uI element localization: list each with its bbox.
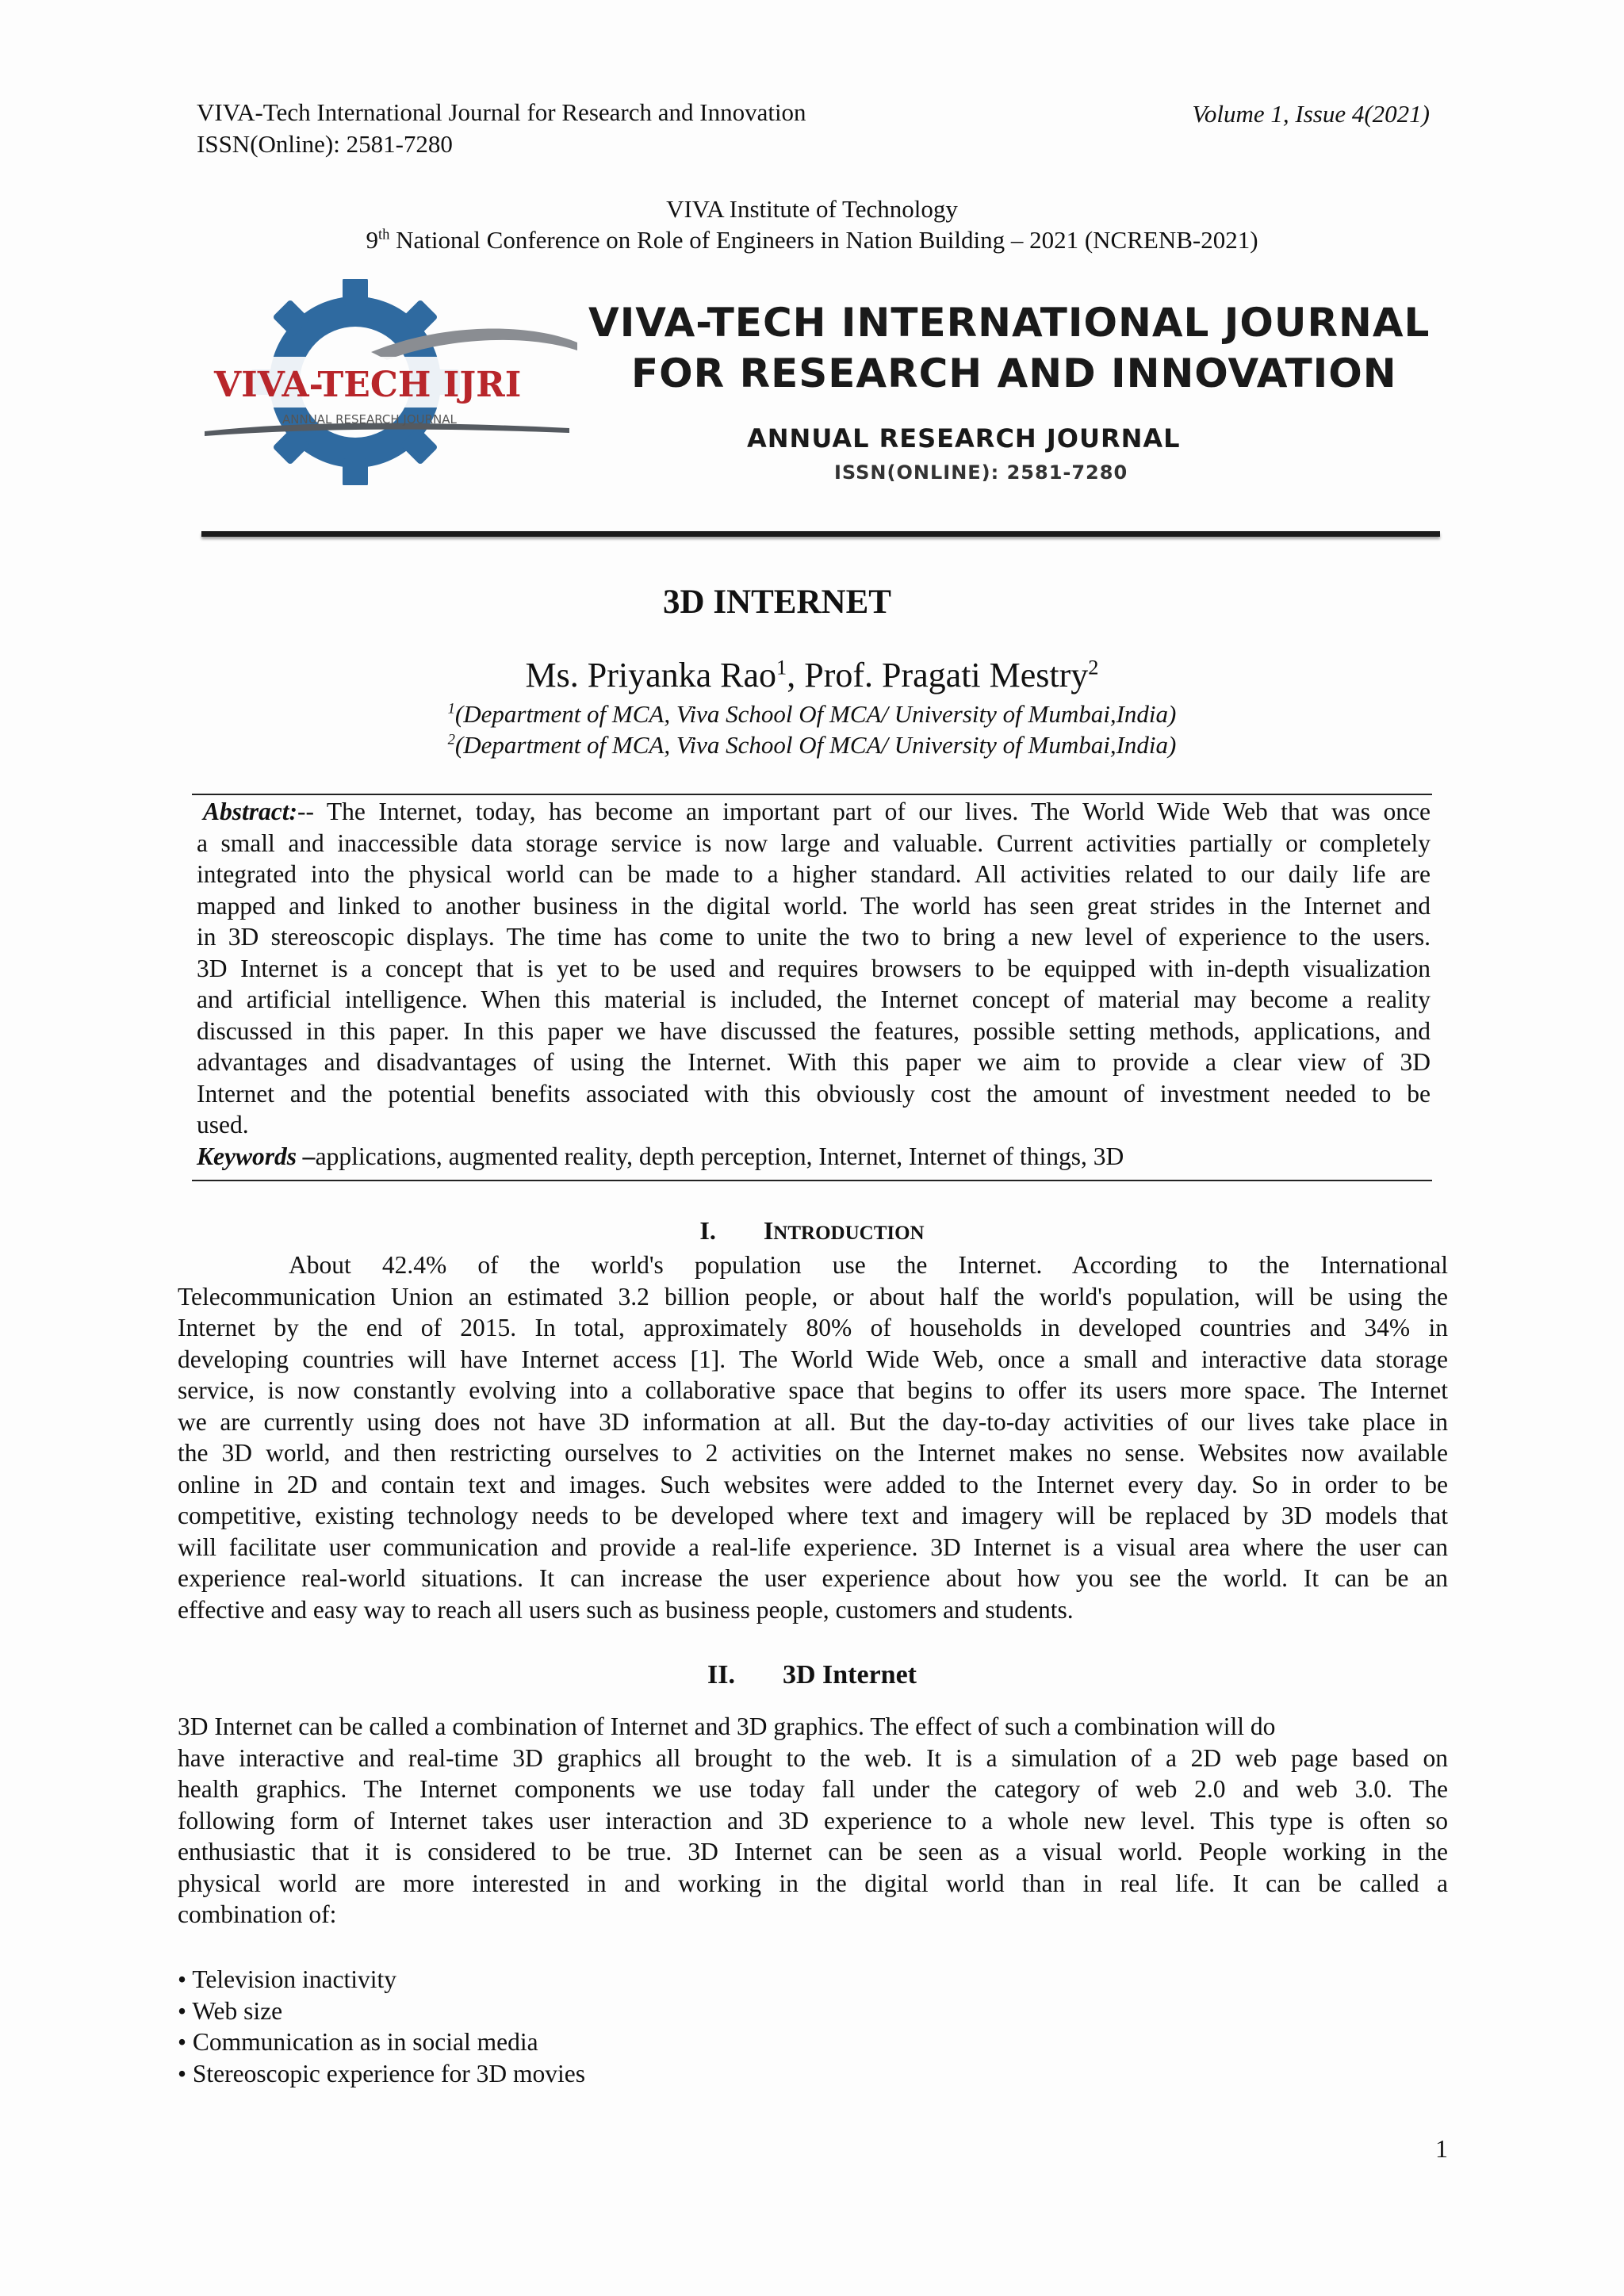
section-1-line: online in 2D and contain text and images. Such websites were added to the Internet every day. So in order to be bbox=[178, 1470, 1448, 1498]
section-1-line: About 42.4% of the world's population use the Internet. According to the International bbox=[289, 1251, 1448, 1279]
banner-issn: ISSN(ONLINE): 2581-7280 bbox=[834, 461, 1128, 484]
abstract-line: 3D Internet is a concept that is yet to be used and requires browsers to be equipped with in-depth visualization bbox=[197, 954, 1431, 982]
abstract-line bbox=[197, 796, 1431, 828]
section-1-title-rest: NTRODUCTION bbox=[773, 1223, 925, 1244]
abstract bbox=[197, 796, 1431, 1172]
section-2-body bbox=[178, 1711, 1448, 1931]
abstract-line: discussed in this paper. In this paper we have discussed the features, possible setting methods, applications, and bbox=[197, 1016, 1431, 1045]
author-1: Ms. Priyanka Rao bbox=[525, 656, 777, 695]
section-1-line: effective and easy way to reach all users such as business people, customers and students. bbox=[178, 1595, 1074, 1624]
banner-subtitle: ANNUAL RESEARCH JOURNAL bbox=[747, 423, 1181, 453]
abstract-line: Internet and the potential benefits associated with this obviously cost the amount of investment needed to be bbox=[197, 1079, 1431, 1108]
issn-line: ISSN(Online): 2581-7280 bbox=[197, 130, 453, 158]
page-number: 1 bbox=[1435, 2134, 1448, 2163]
affiliation-2 bbox=[0, 731, 1624, 760]
keywords-label: Keywords – bbox=[197, 1142, 316, 1170]
section-2-line: enthusiastic that it is considered to be true. 3D Internet can be seen as a visual world. People working in the bbox=[178, 1838, 1448, 1866]
affiliation-1-text: (Department of MCA, Viva School Of MCA/ University of Mumbai,India) bbox=[454, 700, 1177, 728]
abstract-top-rule bbox=[192, 794, 1432, 795]
section-2-line: following form of Internet takes user interaction and 3D experience to a whole new level. This type is often so bbox=[178, 1806, 1448, 1835]
section-1-heading bbox=[0, 1216, 1624, 1246]
section-1-line: experience real-world situations. It can increase the user experience about how you see the world. It can be an bbox=[178, 1564, 1448, 1592]
abstract-bottom-rule bbox=[192, 1180, 1432, 1181]
author-2: Prof. Pragati Mestry bbox=[804, 656, 1089, 695]
section-1-numeral: I. bbox=[699, 1216, 716, 1245]
journal-logo-emblem bbox=[197, 279, 593, 485]
abstract-line: advantages and disadvantages of using the Internet. With this paper we aim to provide a clear view of 3D bbox=[197, 1048, 1431, 1076]
abstract-line-text: -- The Internet, today, has become an important part of our lives. The World Wide Web that was once bbox=[297, 798, 1431, 825]
journal-banner bbox=[197, 279, 1442, 541]
abstract-line: mapped and linked to another business in the digital world. The world has seen great strides in the Internet and bbox=[197, 891, 1431, 920]
combination-list bbox=[178, 1964, 1448, 2089]
conference-ordinal-suffix: th bbox=[377, 226, 390, 243]
abstract-label: Abstract: bbox=[203, 798, 298, 825]
list-item: • Web size bbox=[178, 1996, 283, 2025]
banner-title-line2: FOR RESEARCH AND INNOVATION bbox=[631, 350, 1397, 396]
section-1-line: will facilitate user communication and provide a real-life experience. 3D Internet is a visual area where the user can bbox=[178, 1533, 1448, 1561]
section-1-title-initial: I bbox=[763, 1216, 774, 1245]
section-1-line: service, is now constantly evolving into a collaborative space that begins to offer its users more space. The Internet bbox=[178, 1376, 1448, 1404]
section-2-title: 3D Internet bbox=[782, 1660, 917, 1689]
section-1-line: we are currently using does not have 3D information at all. But the day-to-day activities of our lives take place in bbox=[178, 1407, 1448, 1436]
section-1-body bbox=[178, 1249, 1448, 1625]
section-2-line: 3D Internet can be called a combination of Internet and 3D graphics. The effect of such a combination will do bbox=[178, 1712, 1276, 1740]
journal-name: VIVA-Tech International Journal for Research and Innovation bbox=[197, 98, 806, 126]
conference-name bbox=[0, 224, 1624, 256]
abstract-line: used. bbox=[197, 1111, 249, 1138]
section-2-line: health graphics. The Internet components we use today fall under the category of web 2.0 and web 3.0. The bbox=[178, 1775, 1448, 1803]
affiliation-2-mark: 2 bbox=[447, 731, 455, 748]
badge-text: VIVA-TECH IJRI bbox=[214, 365, 522, 405]
author-line bbox=[0, 655, 1624, 695]
section-1-line: developing countries will have Internet access [1]. The World Wide Web, once a small and interactive data storage bbox=[178, 1345, 1448, 1373]
section-1-line: Internet by the end of 2015. In total, approximately 80% of households in developed countries and 34% in bbox=[178, 1314, 1448, 1341]
volume-issue: Volume 1, Issue 4(2021) bbox=[1192, 100, 1430, 128]
abstract-line: in 3D stereoscopic displays. The time has come to unite the two to bring a new level of experience to the users. bbox=[197, 923, 1431, 951]
keywords-text: applications, augmented reality, depth perception, Internet, Internet of things, 3D bbox=[315, 1142, 1124, 1170]
abstract-line: a small and inaccessible data storage service is now large and valuable. Current activities partially or completely bbox=[197, 828, 1431, 857]
list-item: • Television inactivity bbox=[178, 1965, 396, 1993]
author-2-affil-mark: 2 bbox=[1088, 655, 1099, 679]
conference-title: National Conference on Role of Engineers in Nation Building – 2021 (NCRENB-2021) bbox=[389, 226, 1258, 254]
section-2-line: combination of: bbox=[178, 1900, 337, 1928]
banner-title-line1: VIVA-TECH INTERNATIONAL JOURNAL bbox=[588, 300, 1431, 346]
section-2-line: have interactive and real-time 3D graphics all brought to the web. It is a simulation of a 2D web page based on bbox=[178, 1743, 1448, 1772]
abstract-line: and artificial intelligence. When this material is included, the Internet concept of material may become a reality bbox=[197, 985, 1431, 1013]
section-1-line: competitive, existing technology needs to be developed where text and imagery will be replaced by 3D models that bbox=[178, 1502, 1448, 1529]
institute-name: VIVA Institute of Technology bbox=[666, 195, 958, 223]
list-item: • Stereoscopic experience for 3D movies bbox=[178, 2059, 585, 2087]
affiliation-1-mark: 1 bbox=[447, 700, 455, 718]
author-separator: , bbox=[787, 656, 805, 695]
conference-ordinal: 9 bbox=[366, 226, 378, 254]
section-2-numeral: II. bbox=[707, 1660, 735, 1689]
section-1-line: Telecommunication Union an estimated 3.2 billion people, or about half the world's population, will be using the bbox=[178, 1282, 1448, 1311]
banner-divider bbox=[201, 531, 1440, 537]
author-1-affil-mark: 1 bbox=[776, 655, 787, 679]
badge-subtext: ANNUAL RESEARCH JOURNAL bbox=[282, 412, 457, 427]
abstract-line: integrated into the physical world can be made to a higher standard. All activities related to our daily life are bbox=[197, 860, 1431, 888]
section-2-heading bbox=[0, 1660, 1624, 1690]
section-2-line: physical world are more interested in and working in the digital world than in real life. It can be called a bbox=[178, 1869, 1448, 1897]
paper-title: 3D INTERNET bbox=[663, 584, 891, 621]
affiliation-2-text: (Department of MCA, Viva School Of MCA/ University of Mumbai,India) bbox=[454, 731, 1177, 759]
keywords-line bbox=[197, 1141, 1431, 1173]
list-item: • Communication as in social media bbox=[178, 2028, 538, 2056]
section-1-line: the 3D world, and then restricting ourselves to 2 activities on the Internet makes no sense. Websites now available bbox=[178, 1439, 1448, 1467]
affiliation-1 bbox=[0, 700, 1624, 729]
